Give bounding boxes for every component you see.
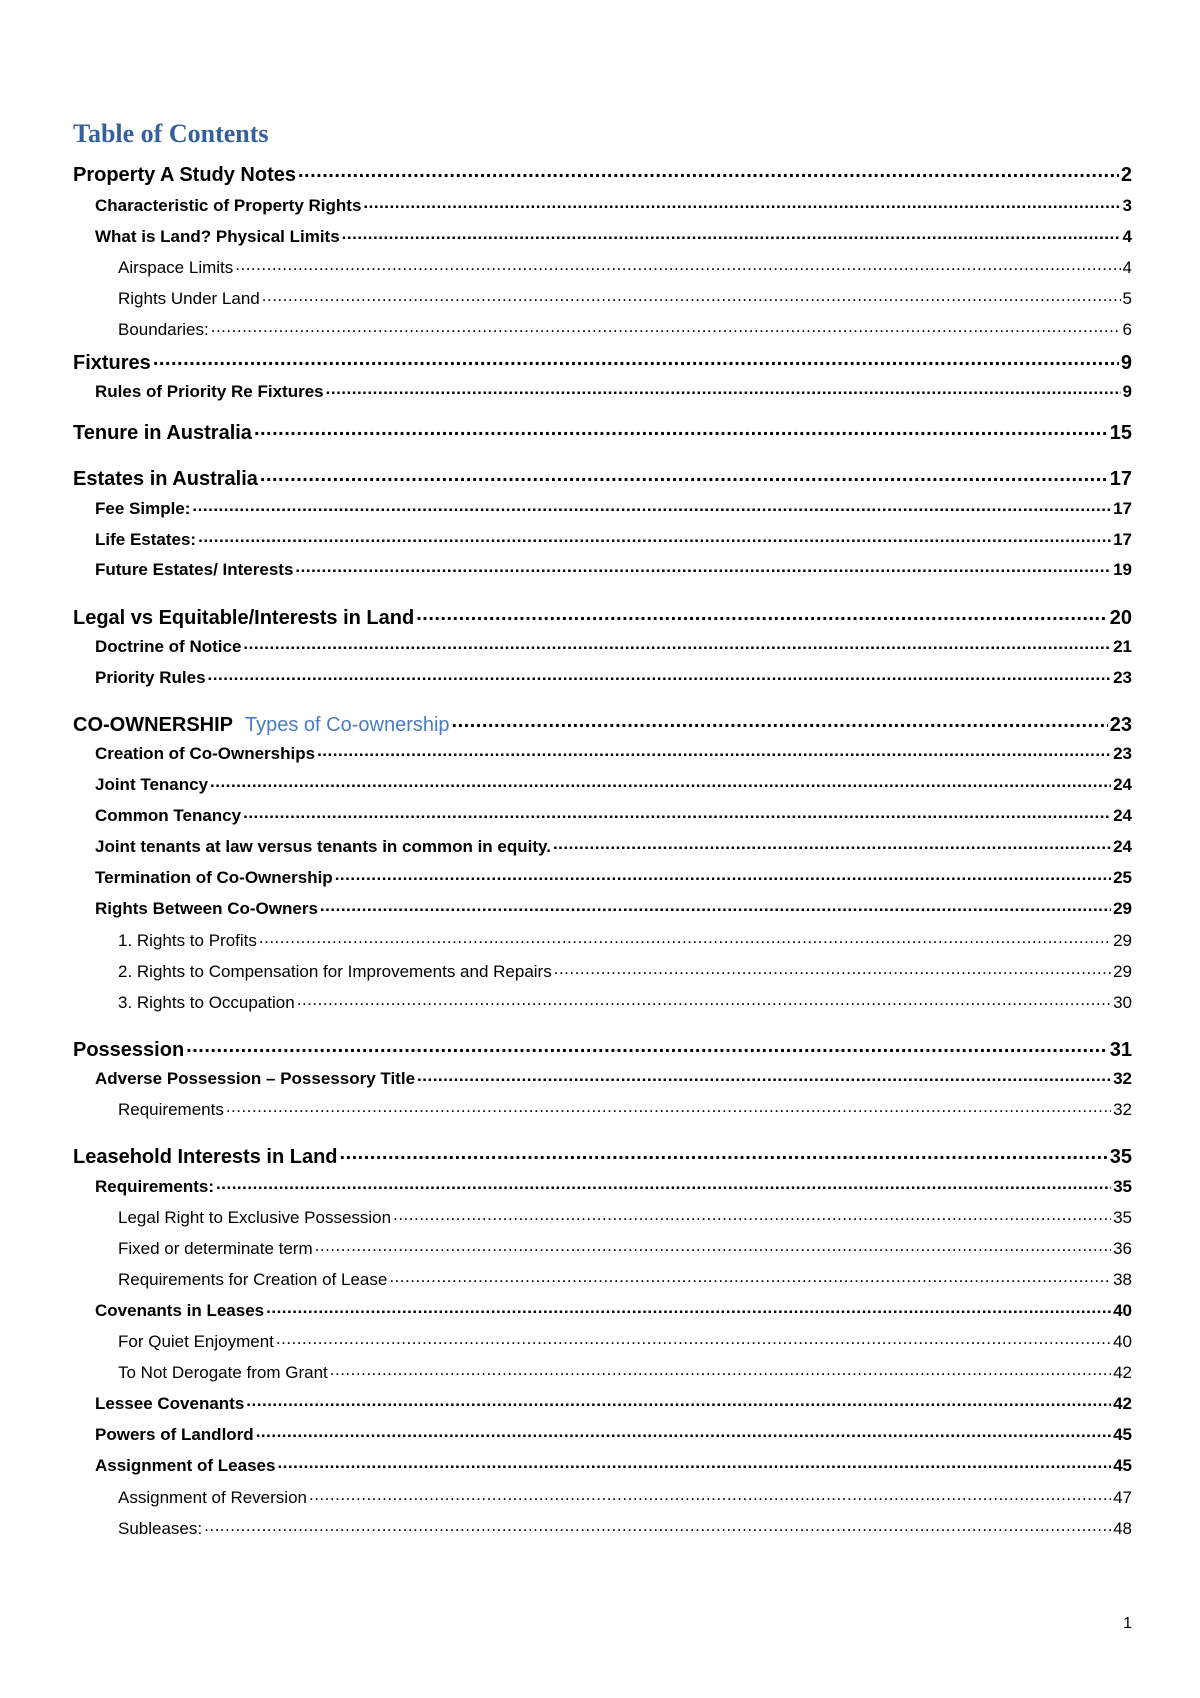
- toc-dot-leader: [211, 318, 1121, 335]
- toc-entry-text: Requirements: [118, 1100, 224, 1119]
- toc-entry-text: 1. Rights to Profits: [118, 931, 257, 950]
- toc-entry-page: 23: [1113, 668, 1132, 687]
- toc-entry-page: 23: [1109, 714, 1132, 736]
- toc-dot-leader: [417, 1067, 1111, 1084]
- toc-entry-level-1[interactable]: [73, 1036, 1132, 1060]
- toc-entry-text: Boundaries:: [118, 320, 209, 339]
- toc-entry-label: [95, 638, 241, 655]
- toc-entry-text: Fixed or determinate term: [118, 1239, 313, 1258]
- toc-entry-text: Joint tenants at law versus tenants in common in equity.: [95, 837, 551, 856]
- toc-dot-leader: [297, 991, 1111, 1008]
- toc-entry-text: Characteristic of Property Rights: [95, 196, 362, 215]
- toc-entry-label: [95, 197, 361, 214]
- toc-entry-text: Requirements:: [95, 1177, 215, 1196]
- toc-entry-level-2[interactable]: [95, 635, 1132, 655]
- toc-entry-text: Legal Right to Exclusive Possession: [118, 1208, 392, 1227]
- toc-dot-leader: [210, 773, 1111, 790]
- toc-entry-text: Rules of Priority Re Fixtures: [95, 382, 324, 401]
- toc-entry-page: 15: [1109, 422, 1132, 444]
- toc-entry-text: Fixtures: [73, 352, 151, 374]
- toc-entry-text: Possession: [73, 1039, 185, 1061]
- toc-dot-leader: [243, 635, 1111, 652]
- toc-entry-level-3[interactable]: [118, 1330, 1132, 1350]
- toc-dot-leader: [254, 419, 1108, 439]
- toc-entry-text: Legal vs Equitable/Interests in Land: [73, 607, 415, 629]
- toc-dot-leader: [216, 1175, 1111, 1192]
- toc-entry-page: 29: [1113, 962, 1132, 981]
- toc-dot-leader: [256, 1423, 1111, 1440]
- toc-entry-level-2[interactable]: [95, 497, 1132, 517]
- toc-entry-text: Rights Between Co-Owners: [95, 899, 318, 918]
- toc-entry-text: To Not Derogate from Grant: [118, 1363, 328, 1382]
- toc-entry-page: 42: [1113, 1363, 1132, 1382]
- toc-entry-page: 17: [1113, 530, 1132, 549]
- toc-entry-level-3[interactable]: [118, 1517, 1132, 1537]
- toc-entry-page: 48: [1113, 1519, 1132, 1538]
- toc-entry-text: Priority Rules: [95, 668, 206, 687]
- toc-entry-label: [95, 500, 190, 517]
- toc-entry-text: Rights Under Land: [118, 289, 260, 308]
- toc-entry-page: 6: [1122, 320, 1132, 339]
- toc-entry-page: 35: [1113, 1177, 1132, 1196]
- toc-dot-leader: [276, 1330, 1111, 1347]
- toc-entry-label: [95, 228, 340, 245]
- toc-dot-leader: [326, 380, 1121, 397]
- toc-entry-page: 29: [1113, 931, 1132, 950]
- toc-dot-leader: [393, 1206, 1111, 1223]
- toc-entry-page: 45: [1113, 1425, 1132, 1444]
- toc-entry-page: 36: [1113, 1239, 1132, 1258]
- toc-entry-level-2[interactable]: [95, 835, 1132, 855]
- toc-entry-text: Fee Simple:: [95, 499, 191, 518]
- toc-entry-page: 40: [1113, 1301, 1132, 1320]
- toc-dot-leader: [153, 349, 1119, 369]
- toc-entry-page: 38: [1113, 1270, 1132, 1289]
- toc-entry-page: 17: [1109, 468, 1132, 490]
- toc-entry-text: Life Estates:: [95, 530, 197, 549]
- toc-entry-text: 2. Rights to Compensation for Improvements and Repairs: [118, 962, 552, 981]
- toc-entry-text: Leasehold Interests in Land: [73, 1146, 338, 1168]
- toc-entry-text: Adverse Possession – Possessory Title: [95, 1069, 416, 1088]
- toc-entry-level-2[interactable]: [95, 773, 1132, 793]
- toc-entry-level-1[interactable]: [73, 465, 1132, 489]
- toc-entry-label: [118, 1333, 274, 1350]
- toc-entry-text: What is Land? Physical Limits: [95, 227, 340, 246]
- toc-entry-label: [73, 469, 258, 489]
- toc-entry-level-1[interactable]: [73, 161, 1132, 185]
- toc-entry-page: 32: [1113, 1069, 1132, 1088]
- toc-entry-level-3[interactable]: [118, 1206, 1132, 1226]
- toc-entry-text: Common Tenancy: [95, 806, 242, 825]
- toc-entry-label: [73, 353, 151, 373]
- toc-dot-leader: [330, 1361, 1111, 1378]
- toc-entry-page: 35: [1109, 1146, 1132, 1168]
- toc-entry-level-2[interactable]: [95, 1423, 1132, 1443]
- toc-entry-text: Lessee Covenants: [95, 1394, 245, 1413]
- toc-entry-level-2[interactable]: [95, 666, 1132, 686]
- toc-entry-label: [73, 1040, 184, 1060]
- toc-dot-leader: [266, 1299, 1111, 1316]
- toc-entry-label: [95, 776, 208, 793]
- toc-dot-leader: [235, 256, 1120, 273]
- toc-entry-label: [118, 932, 257, 949]
- toc-entry-page: 45: [1113, 1456, 1132, 1475]
- toc-dot-leader: [335, 866, 1111, 883]
- toc-entry-text: Subleases:: [118, 1519, 203, 1538]
- toc-dot-leader: [192, 497, 1111, 514]
- toc-entry-level-3[interactable]: [118, 960, 1132, 980]
- toc-entry-level-3[interactable]: [118, 991, 1132, 1011]
- toc-entry-level-2[interactable]: [95, 528, 1132, 548]
- toc-entry-level-3[interactable]: [118, 929, 1132, 949]
- toc-entry-level-3[interactable]: [118, 1237, 1132, 1257]
- toc-dot-leader: [317, 742, 1111, 759]
- toc-entry-label: [118, 290, 260, 307]
- toc-entry-label: [95, 1178, 214, 1195]
- toc-dot-leader: [315, 1237, 1111, 1254]
- toc-entry-text: Estates in Australia: [73, 468, 258, 490]
- page-number: 1: [1123, 1615, 1132, 1632]
- toc-entry-level-2[interactable]: [95, 194, 1132, 214]
- toc-entry-label: [95, 669, 206, 686]
- toc-entry-page: 24: [1113, 837, 1132, 856]
- toc-entry-page: 32: [1113, 1100, 1132, 1119]
- toc-entry-level-3[interactable]: [118, 1098, 1132, 1118]
- toc-entry-label: [95, 869, 333, 886]
- toc-entry-label: [73, 1147, 338, 1167]
- toc-entry-label: [95, 1457, 275, 1474]
- toc-entry-level-2[interactable]: [95, 1392, 1132, 1412]
- toc-entry-label: [95, 561, 293, 578]
- toc-entry-label: [118, 1364, 328, 1381]
- toc-entry-text: 3. Rights to Occupation: [118, 993, 295, 1012]
- toc-entry-page: 24: [1113, 775, 1132, 794]
- toc-entry-level-3[interactable]: [118, 1361, 1132, 1381]
- toc-entry-text: CO-OWNERSHIP: [73, 714, 233, 736]
- toc-entry-text: Airspace Limits: [118, 258, 234, 277]
- toc-entry-label: [73, 423, 252, 443]
- toc-entry-page: 19: [1113, 560, 1132, 579]
- toc-dot-leader: [262, 287, 1121, 304]
- toc-entry-level-1[interactable]: [73, 419, 1132, 443]
- toc-dot-leader: [208, 666, 1112, 683]
- toc-dot-leader: [452, 711, 1108, 731]
- toc-entry-label: [118, 1271, 387, 1288]
- toc-entry-page: 25: [1113, 868, 1132, 887]
- toc-dot-leader: [416, 604, 1108, 624]
- toc-entry-label: [118, 994, 295, 1011]
- toc-entry-level-2[interactable]: [95, 866, 1132, 886]
- toc-entry-label: [73, 715, 450, 735]
- toc-entry-label: [118, 963, 552, 980]
- toc-dot-leader: [554, 960, 1111, 977]
- toc-entry-label: [95, 1426, 254, 1443]
- toc-entry-level-3[interactable]: [118, 287, 1132, 307]
- toc-entry-text: Termination of Co-Ownership: [95, 868, 333, 887]
- toc-entry-label: [118, 1209, 391, 1226]
- toc-entry-page: 9: [1120, 352, 1132, 374]
- toc-title: Table of Contents: [73, 119, 269, 148]
- toc-entry-level-2[interactable]: [95, 742, 1132, 762]
- toc-entry-label: [95, 745, 315, 762]
- toc-entry-text: Requirements for Creation of Lease: [118, 1270, 388, 1289]
- toc-entry-level-2[interactable]: [95, 1299, 1132, 1319]
- toc-dot-leader: [340, 1143, 1108, 1163]
- toc-entry-text: Assignment of Leases: [95, 1456, 276, 1475]
- toc-entry-text: Covenants in Leases: [95, 1301, 265, 1320]
- toc-entry-page: 4: [1122, 227, 1132, 246]
- toc-entry-page: 17: [1113, 499, 1132, 518]
- toc-entry-page: 35: [1113, 1208, 1132, 1227]
- toc-entry-label: [118, 1520, 202, 1537]
- toc-dot-leader: [342, 225, 1121, 242]
- toc-entry-label: [95, 1070, 415, 1087]
- toc-dot-leader: [389, 1268, 1111, 1285]
- toc-entry-label: [95, 531, 196, 548]
- toc-entry-level-2[interactable]: [95, 804, 1132, 824]
- toc-entry-accent-text: Types of Co-ownership: [245, 714, 450, 736]
- toc-dot-leader: [277, 1454, 1111, 1471]
- toc-entry-page: 40: [1113, 1332, 1132, 1351]
- toc-entry-text: Future Estates/ Interests: [95, 560, 294, 579]
- toc-dot-leader: [226, 1098, 1111, 1115]
- toc-entry-text: Tenure in Australia: [73, 422, 252, 444]
- toc-dot-leader: [260, 465, 1108, 485]
- toc-entry-page: 47: [1113, 1488, 1132, 1507]
- toc-entry-page: 2: [1120, 164, 1132, 186]
- toc-entry-label: [118, 259, 233, 276]
- toc-entry-label: [95, 838, 551, 855]
- toc-entry-label: [73, 165, 296, 185]
- toc-entry-page: 30: [1113, 993, 1132, 1012]
- toc-entry-page: 20: [1109, 607, 1132, 629]
- toc-dot-leader: [204, 1517, 1111, 1534]
- toc-entry-level-2[interactable]: [95, 558, 1132, 578]
- toc-dot-leader: [246, 1392, 1111, 1409]
- toc-entry-level-2[interactable]: [95, 1067, 1132, 1087]
- toc-entry-level-2[interactable]: [95, 225, 1132, 245]
- toc-entry-page: 4: [1122, 258, 1132, 277]
- toc-dot-leader: [553, 835, 1111, 852]
- toc-entry-page: 9: [1122, 382, 1132, 401]
- toc-entry-level-3[interactable]: [118, 1486, 1132, 1506]
- toc-dot-leader: [298, 161, 1119, 181]
- toc-dot-leader: [295, 558, 1111, 575]
- toc-entry-text: Assignment of Reversion: [118, 1488, 307, 1507]
- toc-entry-level-2[interactable]: [95, 380, 1132, 400]
- toc-entry-label: [95, 1302, 264, 1319]
- toc-entry-page: 31: [1109, 1039, 1132, 1061]
- toc-entry-text: Powers of Landlord: [95, 1425, 254, 1444]
- toc-entry-level-2[interactable]: [95, 1454, 1132, 1474]
- toc-entry-text: For Quiet Enjoyment: [118, 1332, 274, 1351]
- toc-entry-level-3[interactable]: [118, 1268, 1132, 1288]
- toc-entry-page: 29: [1113, 899, 1132, 918]
- toc-dot-leader: [309, 1486, 1111, 1503]
- toc-entry-level-2[interactable]: [95, 1175, 1132, 1195]
- toc-entry-label: [95, 807, 241, 824]
- toc-entry-label: [118, 321, 209, 338]
- toc-entry-page: 24: [1113, 806, 1132, 825]
- toc-entry-level-1[interactable]: [73, 1143, 1132, 1167]
- toc-dot-leader: [259, 929, 1111, 946]
- toc-entry-label: [118, 1489, 307, 1506]
- toc-entry-level-1[interactable]: [73, 349, 1132, 373]
- toc-entry-level-2[interactable]: [95, 897, 1132, 917]
- toc-entry-label: [95, 383, 324, 400]
- toc-entry-text: Property A Study Notes: [73, 164, 296, 186]
- toc-entry-level-3[interactable]: [118, 318, 1132, 338]
- toc-entry-page: 23: [1113, 744, 1132, 763]
- toc-entry-page: 21: [1113, 637, 1132, 656]
- toc-entry-text: Joint Tenancy: [95, 775, 209, 794]
- toc-entry-label: [118, 1101, 224, 1118]
- toc-entry-label: [95, 1395, 244, 1412]
- toc-entry-text: Creation of Co-Ownerships: [95, 744, 316, 763]
- toc-entry-level-1[interactable]: [73, 604, 1132, 628]
- toc-entry-text: Doctrine of Notice: [95, 637, 242, 656]
- toc-entry-level-3[interactable]: [118, 256, 1132, 276]
- toc-dot-leader: [363, 194, 1120, 211]
- toc-entry-label: [73, 608, 414, 628]
- toc-entry-label: [118, 1240, 313, 1257]
- toc-entry-level-1[interactable]: [73, 711, 1132, 735]
- toc-entry-label: [95, 900, 318, 917]
- toc-dot-leader: [186, 1036, 1108, 1056]
- toc-dot-leader: [320, 897, 1111, 914]
- toc-entry-page: 42: [1113, 1394, 1132, 1413]
- toc-dot-leader: [198, 528, 1111, 545]
- toc-entry-page: 3: [1122, 196, 1132, 215]
- toc-dot-leader: [243, 804, 1111, 821]
- toc-entry-page: 5: [1122, 289, 1132, 308]
